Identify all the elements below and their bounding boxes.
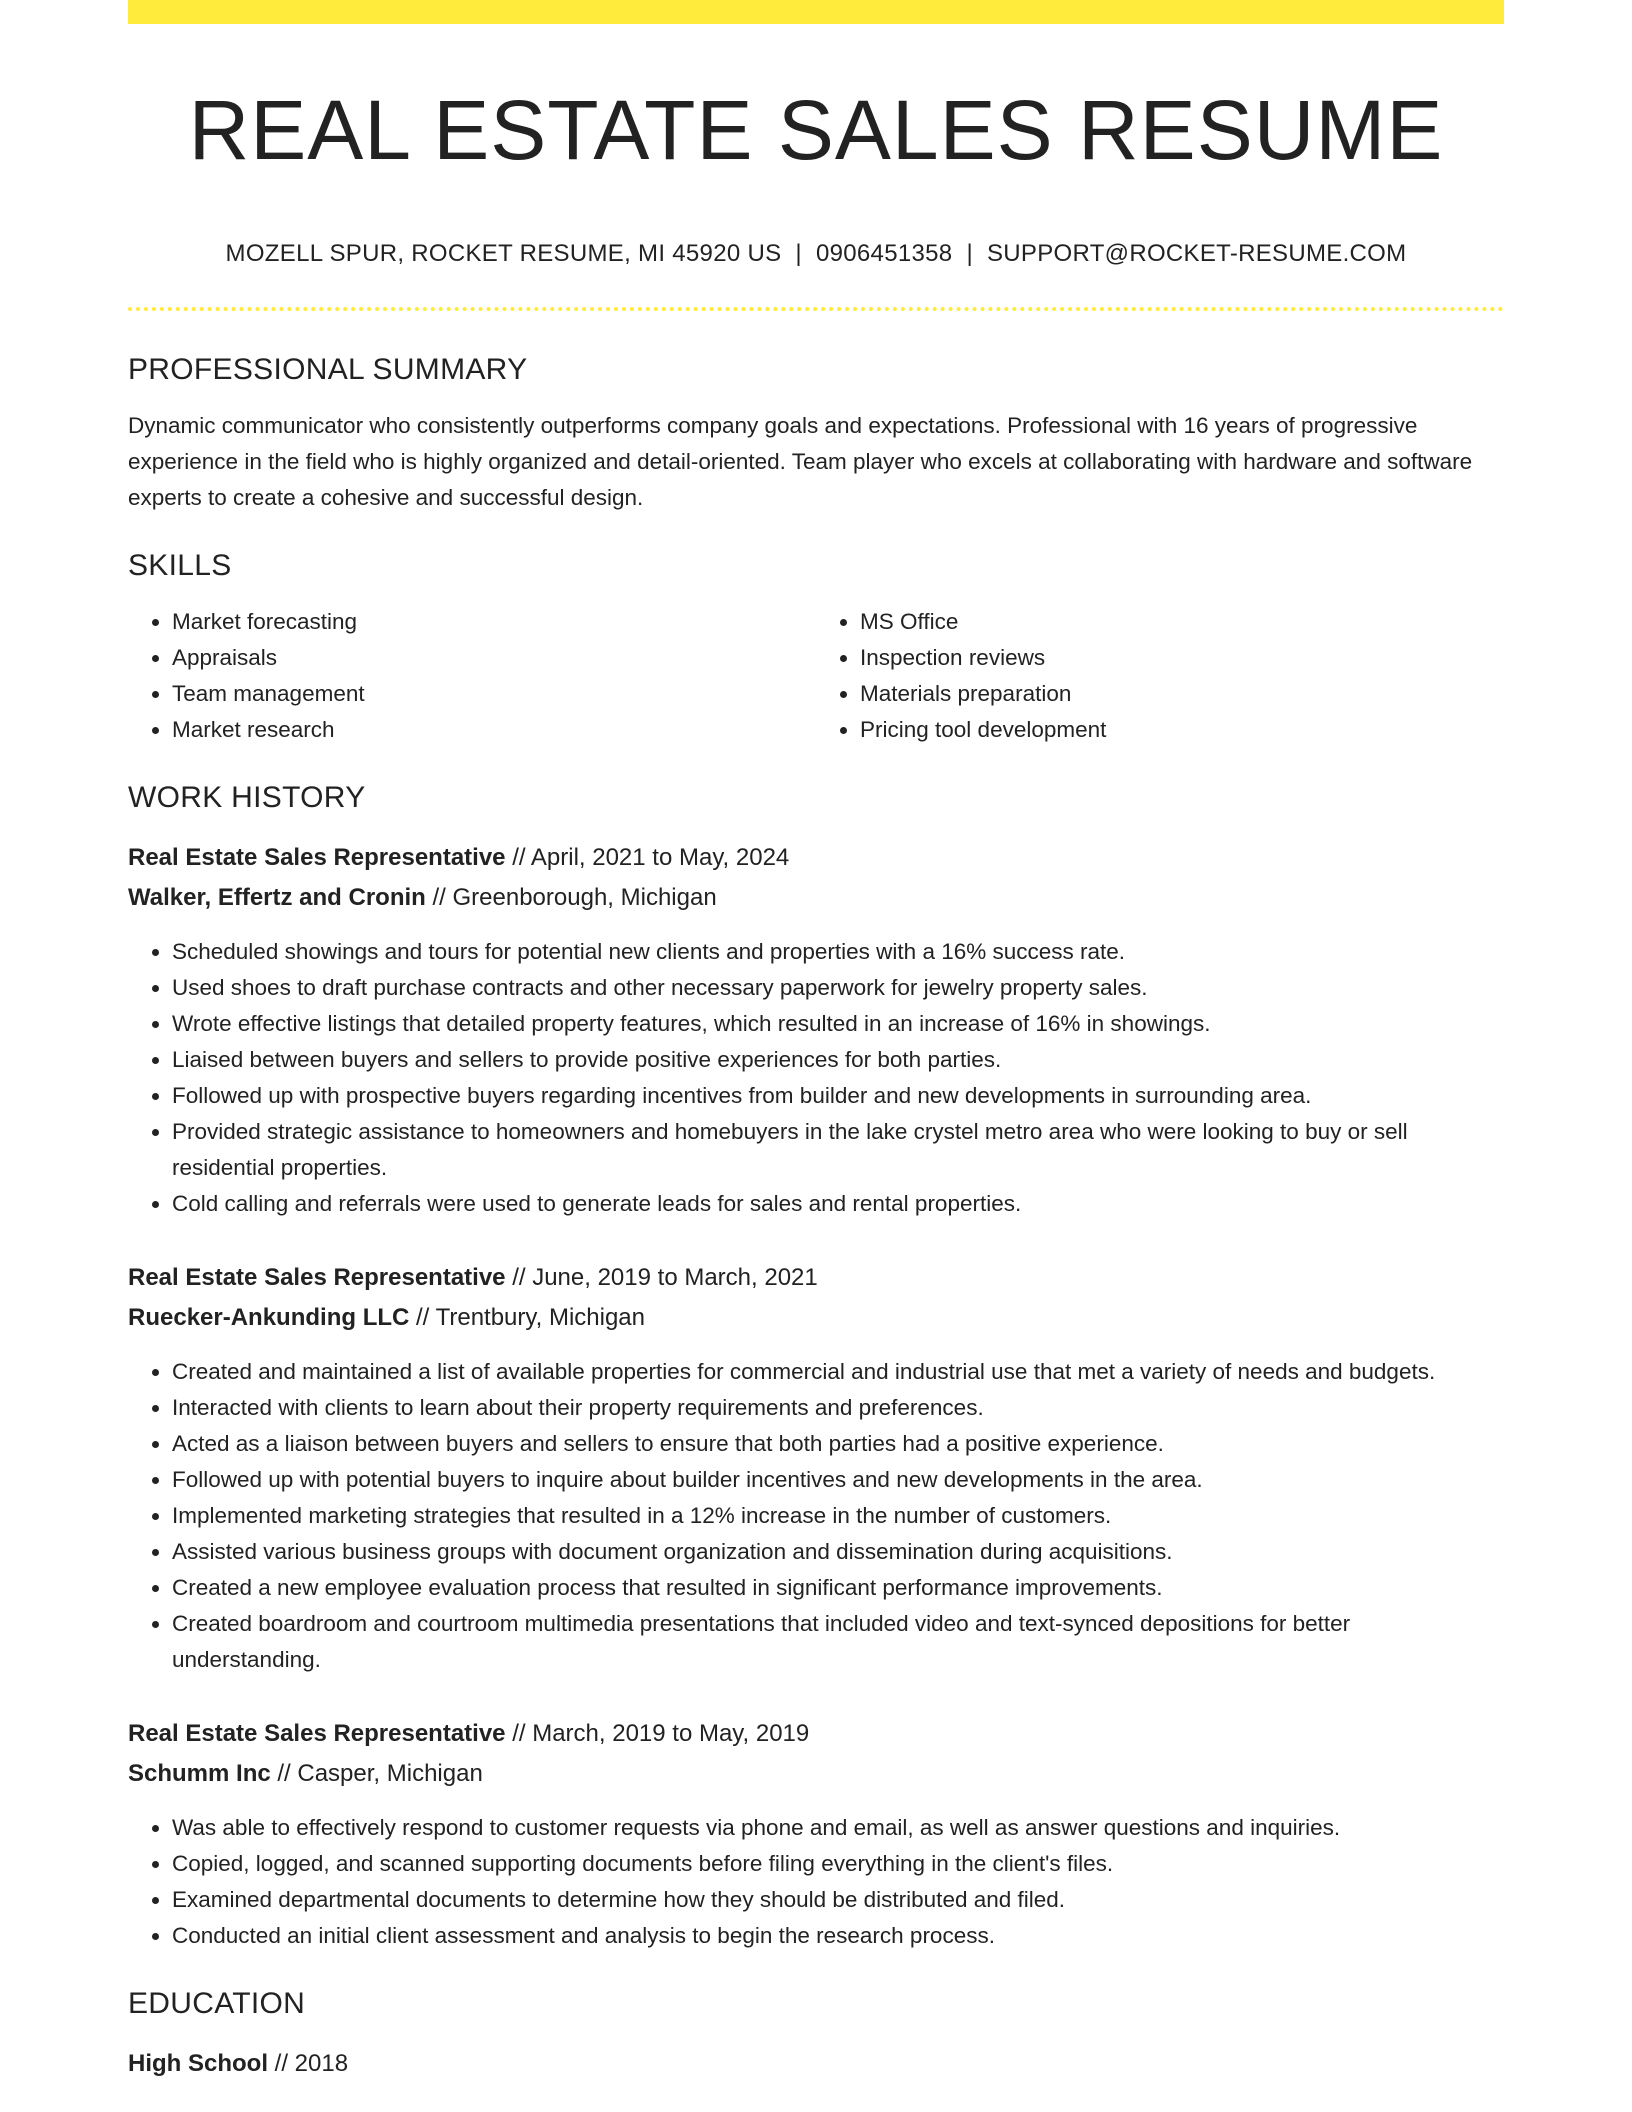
- job-bullet: • Interacted with clients to learn about their property requirements and preferences.: [172, 1390, 1504, 1426]
- education-list: [128, 2044, 1504, 2084]
- skill-item: • Team management: [172, 676, 816, 712]
- job-bullets: [128, 934, 1504, 1222]
- header-divider: [128, 307, 1504, 311]
- skills-heading: SKILLS: [128, 549, 232, 582]
- work-heading: WORK HISTORY: [128, 781, 366, 814]
- job-title: Real Estate Sales Representative: [128, 1264, 506, 1291]
- job-list: [128, 838, 1504, 1954]
- job-title: Real Estate Sales Representative: [128, 1720, 506, 1747]
- contact-separator: |: [966, 240, 973, 267]
- job-company: Walker, Effertz and Cronin: [128, 884, 426, 911]
- job-company-line: [128, 1754, 1504, 1794]
- job-bullet: • Scheduled showings and tours for potential new clients and properties with a 16% success rate.: [172, 934, 1504, 970]
- job-bullet: • Conducted an initial client assessment and analysis to begin the research process.: [172, 1918, 1504, 1954]
- skills-columns: [128, 604, 1504, 748]
- education-heading: EDUCATION: [128, 1987, 306, 2020]
- job-company-line: [128, 878, 1504, 918]
- job-location: // Trentbury, Michigan: [416, 1304, 645, 1331]
- job-bullet: • Created a new employee evaluation process that resulted in significant performance improvements.: [172, 1570, 1504, 1606]
- job-title: Real Estate Sales Representative: [128, 844, 506, 871]
- job-dates: // April, 2021 to May, 2024: [512, 844, 790, 871]
- job-company-line: [128, 1298, 1504, 1338]
- job-bullet: • Acted as a liaison between buyers and sellers to ensure that both parties had a positive experience.: [172, 1426, 1504, 1462]
- job-title-line: [128, 1714, 1504, 1754]
- skill-item: • Materials preparation: [860, 676, 1504, 712]
- contact-phone: 0906451358: [815, 240, 953, 267]
- skill-item: • Appraisals: [172, 640, 816, 676]
- job-bullet: • Provided strategic assistance to homeowners and homebuyers in the lake crystel metro area who were looking to buy or sell residential properties.: [172, 1114, 1504, 1186]
- summary-heading: PROFESSIONAL SUMMARY: [128, 353, 528, 386]
- resume-content: [128, 350, 1504, 2084]
- skill-item: • Pricing tool development: [860, 712, 1504, 748]
- job-bullet: • Copied, logged, and scanned supporting documents before filing everything in the client's files.: [172, 1846, 1504, 1882]
- job-company: Ruecker-Ankunding LLC: [128, 1304, 410, 1331]
- job-bullet: • Followed up with prospective buyers regarding incentives from builder and new developments in surrounding area.: [172, 1078, 1504, 1114]
- contact-separator: |: [795, 240, 802, 267]
- job-dates: // June, 2019 to March, 2021: [512, 1264, 818, 1291]
- job-title-line: [128, 1258, 1504, 1298]
- contact-email: SUPPORT@ROCKET-RESUME.COM: [986, 240, 1407, 267]
- job-bullet: • Liaised between buyers and sellers to provide positive experiences for both parties.: [172, 1042, 1504, 1078]
- job-location: // Casper, Michigan: [277, 1760, 483, 1787]
- contact-address: MOZELL SPUR, ROCKET RESUME, MI 45920 US: [225, 240, 782, 267]
- job-entry: [128, 838, 1504, 1222]
- education-degree: High School: [128, 2050, 268, 2077]
- job-bullet: • Examined departmental documents to determine how they should be distributed and filed.: [172, 1882, 1504, 1918]
- job-bullet: • Used shoes to draft purchase contracts and other necessary paperwork for jewelry property sales.: [172, 970, 1504, 1006]
- education-section: [128, 1984, 1504, 2084]
- summary-text: Dynamic communicator who consistently outperforms company goals and expectations. Professional with 16 years of progressive experience in the field who is highly organized and detail-oriented. Team player who excels at collaborating with hardware and software experts to create a cohesive and successful design.: [128, 413, 1473, 510]
- job-bullet: • Followed up with potential buyers to inquire about builder incentives and new developments in the area.: [172, 1462, 1504, 1498]
- job-bullet: • Created and maintained a list of available properties for commercial and industrial use that met a variety of needs and budgets.: [172, 1354, 1504, 1390]
- job-bullets: [128, 1810, 1504, 1954]
- resume-title: REAL ESTATE SALES RESUME: [188, 83, 1444, 177]
- work-section: [128, 778, 1504, 1954]
- skills-left-list: [128, 604, 816, 748]
- job-bullet: • Implemented marketing strategies that resulted in a 12% increase in the number of customers.: [172, 1498, 1504, 1534]
- skills-section: [128, 546, 1504, 748]
- job-title-line: [128, 838, 1504, 878]
- contact-line: [128, 236, 1504, 272]
- job-company: Schumm Inc: [128, 1760, 271, 1787]
- job-entry: [128, 1714, 1504, 1954]
- job-bullets: [128, 1354, 1504, 1678]
- job-dates: // March, 2019 to May, 2019: [512, 1720, 810, 1747]
- skill-item: • MS Office: [860, 604, 1504, 640]
- job-bullet: • Assisted various business groups with document organization and dissemination during acquisitions.: [172, 1534, 1504, 1570]
- skill-item: • Market research: [172, 712, 816, 748]
- job-bullet: • Wrote effective listings that detailed property features, which resulted in an increase of 16% in showings.: [172, 1006, 1504, 1042]
- skill-item: • Inspection reviews: [860, 640, 1504, 676]
- skill-item: • Market forecasting: [172, 604, 816, 640]
- education-year: // 2018: [274, 2050, 349, 2077]
- job-bullet: • Cold calling and referrals were used to generate leads for sales and rental properties.: [172, 1186, 1504, 1222]
- job-location: // Greenborough, Michigan: [432, 884, 717, 911]
- job-bullet: • Created boardroom and courtroom multimedia presentations that included video and text-synced depositions for better understanding.: [172, 1606, 1504, 1678]
- summary-section: [128, 350, 1504, 516]
- top-accent-bar: [128, 0, 1504, 24]
- education-entry: [128, 2044, 1504, 2084]
- job-entry: [128, 1258, 1504, 1678]
- skills-right-list: [816, 604, 1504, 748]
- job-bullet: • Was able to effectively respond to customer requests via phone and email, as well as answer questions and inquiries.: [172, 1810, 1504, 1846]
